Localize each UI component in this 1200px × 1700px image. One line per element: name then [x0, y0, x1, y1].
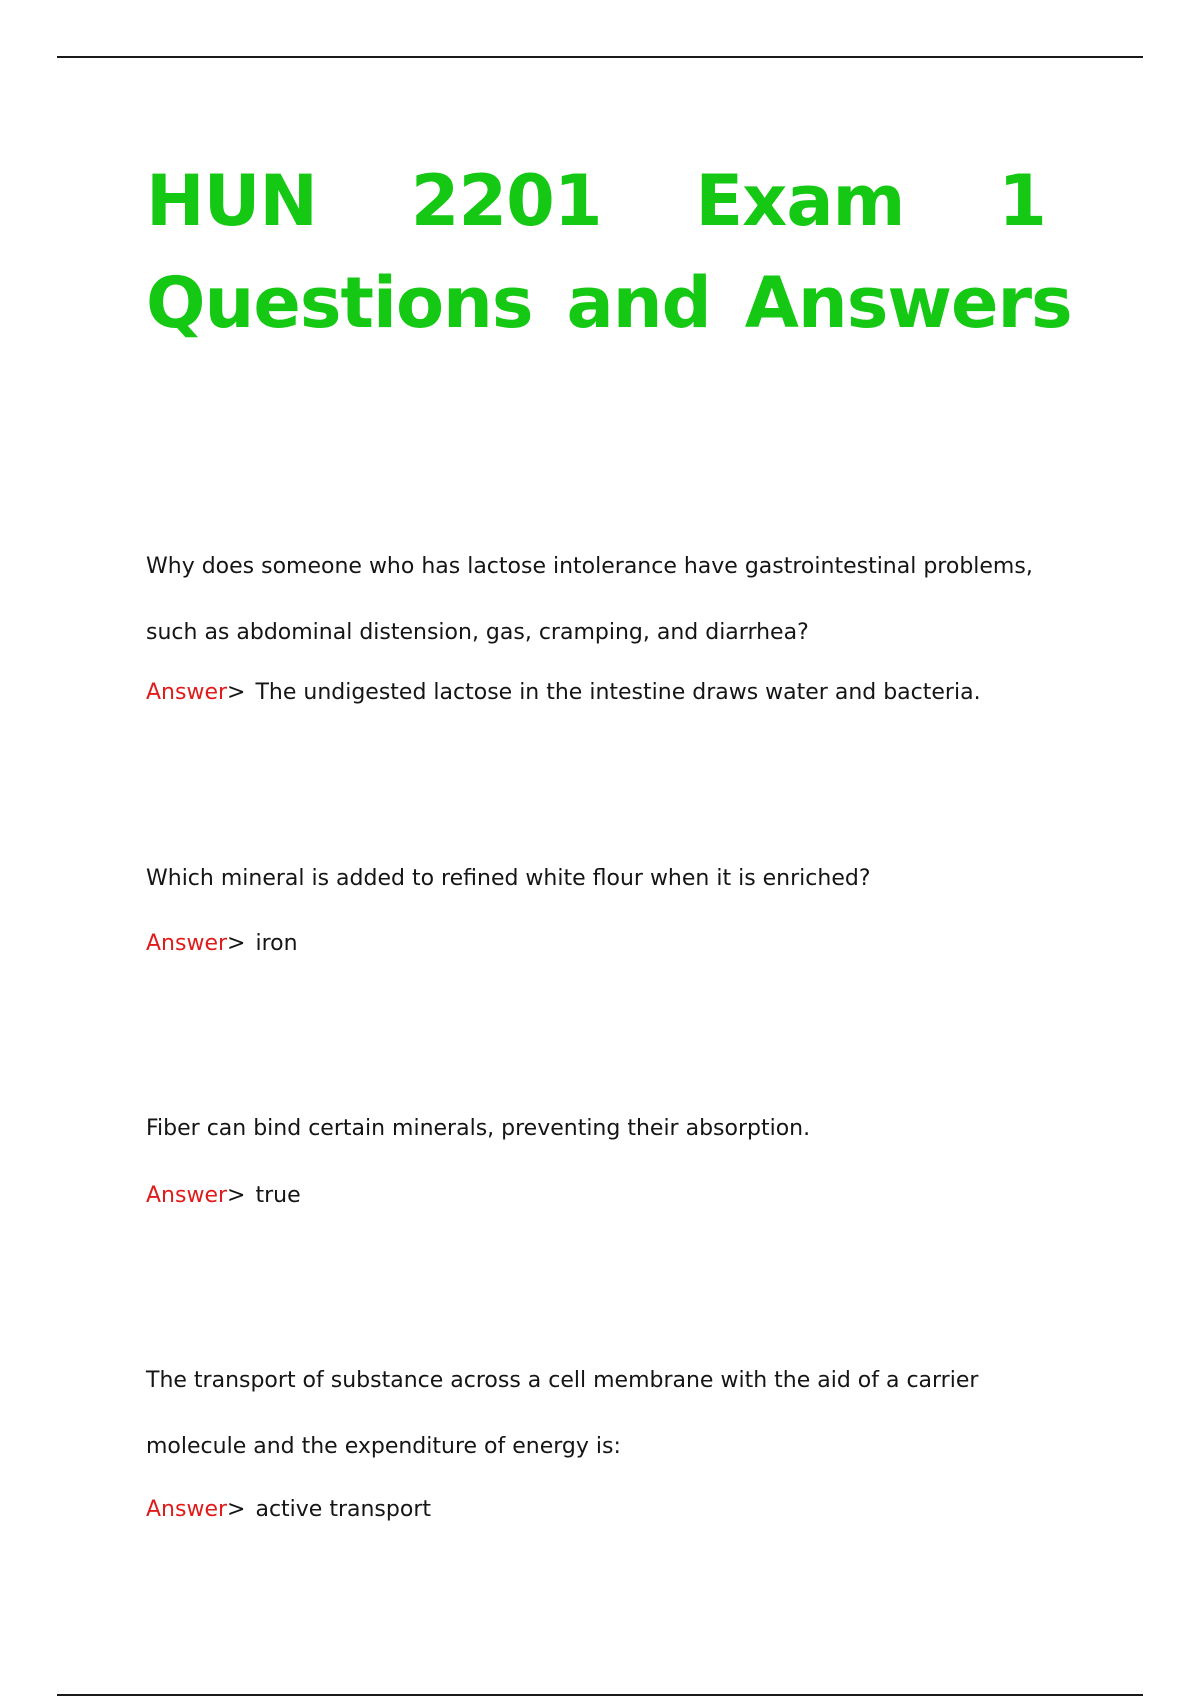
answer-label: Answer [146, 1497, 228, 1522]
title-word: Questions [146, 262, 533, 344]
title-line-1 [146, 150, 1046, 252]
question-line: Fiber can bind certain minerals, preventing their absorption. [146, 1116, 811, 1141]
answer-text: iron [255, 931, 298, 956]
answer-row [146, 929, 1066, 959]
answer-separator: > [227, 1497, 246, 1522]
bottom-rule [57, 1694, 1143, 1696]
qa-item-1 [146, 534, 1066, 708]
answer-row [146, 678, 1066, 708]
answer-separator: > [227, 931, 246, 956]
question-line: Why does someone who has lactose intolerance have gastrointestinal problems, [146, 554, 1033, 579]
qa-item-2 [146, 846, 1066, 959]
answer-label: Answer [146, 1183, 228, 1208]
question-line: The transport of substance across a cell membrane with the aid of a carrier [146, 1368, 979, 1393]
title-word: 1 [998, 160, 1046, 242]
title-word: Answers [744, 262, 1072, 344]
qa-item-3 [146, 1096, 1066, 1211]
answer-text: The undigested lactose in the intestine draws water and bacteria. [255, 680, 981, 705]
answer-row [146, 1181, 1066, 1211]
qa-item-4 [146, 1348, 1066, 1525]
title-word: Exam [695, 160, 905, 242]
document-title [146, 150, 1072, 354]
title-line-2 [146, 252, 1072, 354]
title-word: 2201 [410, 160, 602, 242]
answer-separator: > [227, 1183, 246, 1208]
answer-text: true [255, 1183, 301, 1208]
answer-label: Answer [146, 680, 228, 705]
question-line: molecule and the expenditure of energy is: [146, 1434, 621, 1459]
question-line: such as abdominal distension, gas, cramping, and diarrhea? [146, 620, 809, 645]
answer-text: active transport [255, 1497, 431, 1522]
answer-row [146, 1495, 1066, 1525]
title-word: HUN [146, 160, 318, 242]
answer-label: Answer [146, 931, 228, 956]
answer-separator: > [227, 680, 246, 705]
title-word: and [566, 262, 711, 344]
top-rule [57, 56, 1143, 58]
question-line: Which mineral is added to refined white flour when it is enriched? [146, 866, 871, 891]
